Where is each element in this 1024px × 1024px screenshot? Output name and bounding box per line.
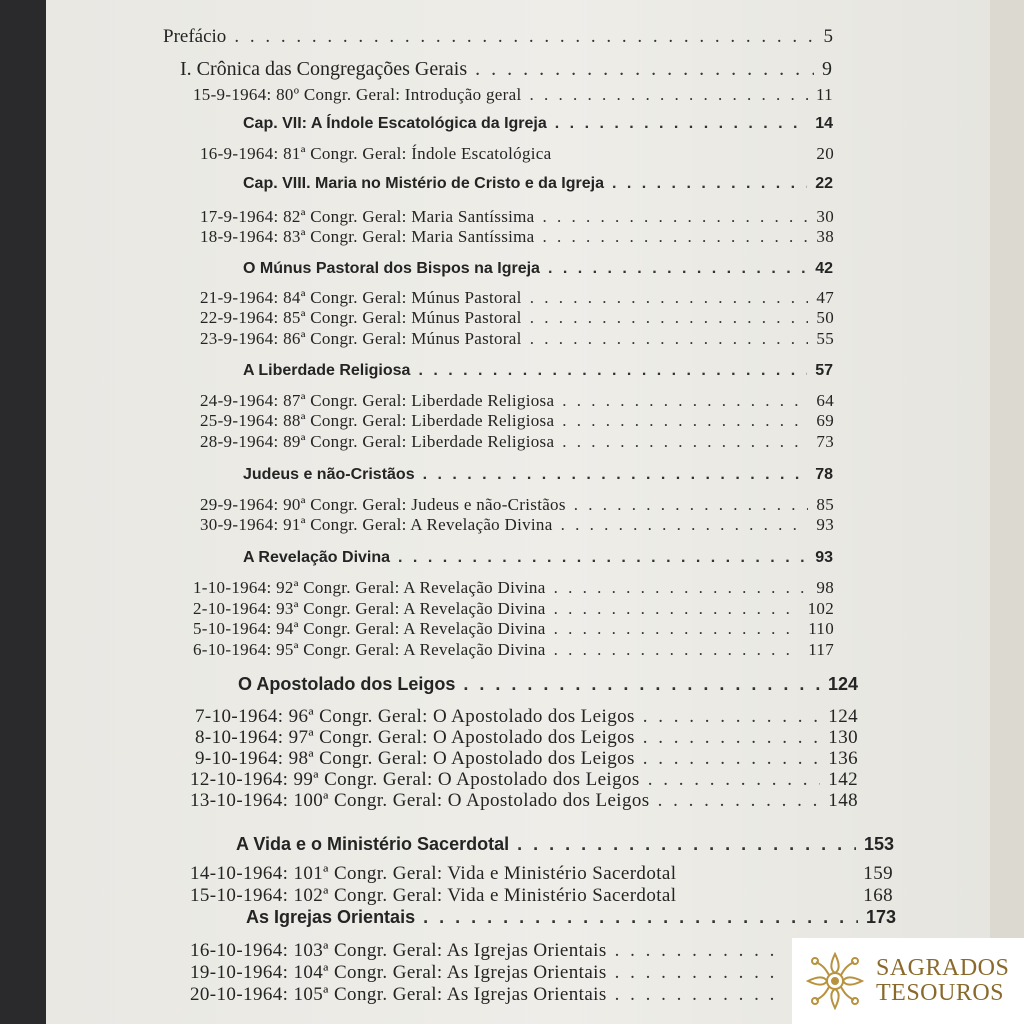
toc-entry-title: Prefácio — [163, 26, 227, 47]
toc-entry-title: 25-9-1964: 88ª Congr. Geral: Liberdade Religiosa — [200, 411, 555, 430]
toc-entry — [190, 863, 893, 885]
dot-leader — [615, 940, 782, 962]
dot-leader — [562, 411, 808, 431]
dot-leader — [418, 362, 807, 380]
toc-entry-title: O Múnus Pastoral dos Bispos na Igreja — [243, 260, 540, 277]
toc-entry-title: 21-9-1964: 84ª Congr. Geral: Múnus Pastoral — [200, 288, 522, 307]
toc-entry-page-number: 130 — [828, 727, 858, 748]
toc-entry-page-number: 117 — [808, 640, 834, 659]
toc-entry-title: 19-10-1964: 104ª Congr. Geral: As Igrejas Orientais — [190, 962, 607, 983]
toc-entry-title: 15-9-1964: 80º Congr. Geral: Introdução geral — [193, 85, 522, 104]
watermark-text — [876, 956, 1009, 1006]
toc-entry-title: 16-9-1964: 81ª Congr. Geral: Índole Escatológica — [200, 144, 552, 163]
toc-entry-title: A Vida e o Ministério Sacerdotal — [236, 834, 510, 854]
toc-entry-page-number: 73 — [816, 432, 834, 451]
toc-entry — [195, 706, 858, 728]
toc-entry — [200, 432, 834, 452]
toc-entry-title: O Apostolado dos Leigos — [238, 674, 456, 694]
toc-entry-page-number: 14 — [815, 115, 833, 132]
toc-entry-title: 17-9-1964: 82ª Congr. Geral: Maria Santíssima — [200, 207, 535, 226]
dot-leader — [543, 227, 809, 247]
toc-entry-page-number: 124 — [827, 674, 858, 694]
toc-entry-page-number: 142 — [828, 769, 858, 790]
toc-entry-page-number: 85 — [816, 495, 834, 514]
watermark-line1: SAGRADOS — [876, 955, 1010, 981]
toc-entry-page-number: 57 — [815, 362, 833, 379]
dot-leader — [555, 115, 807, 133]
toc-entry — [200, 144, 834, 164]
toc-entry-page-number: 20 — [816, 144, 834, 163]
toc-entry-page-number: 55 — [816, 329, 834, 348]
toc-entry-title: 15-10-1964: 102ª Congr. Geral: Vida e Ministério Sacerdotal — [190, 885, 677, 906]
toc-entry-title: 13-10-1964: 100ª Congr. Geral: O Apostolado dos Leigos — [190, 790, 650, 811]
toc-entry — [200, 329, 834, 349]
toc-entry — [243, 115, 833, 133]
dot-leader — [517, 834, 856, 855]
toc-entry-page-number: 47 — [816, 288, 834, 307]
dot-leader — [530, 329, 809, 349]
toc-entry — [193, 640, 834, 660]
dot-leader — [530, 308, 809, 328]
dot-leader — [554, 640, 801, 660]
toc-entry — [193, 619, 834, 639]
toc-entry-title: Cap. VII: A Índole Escatológica da Igreja — [243, 115, 547, 132]
dot-leader — [554, 578, 809, 598]
toc-entry-title: 14-10-1964: 101ª Congr. Geral: Vida e Ministério Sacerdotal — [190, 863, 677, 884]
toc-entry — [200, 308, 834, 328]
toc-entry-page-number: 64 — [816, 391, 834, 410]
toc-entry-page-number: 42 — [815, 260, 833, 277]
dot-leader — [423, 466, 808, 484]
toc-entry-title: Cap. VIII. Maria no Mistério de Cristo e da Igreja — [243, 175, 604, 192]
toc-entry-title: 6-10-1964: 95ª Congr. Geral: A Revelação Divina — [193, 640, 546, 659]
dot-leader — [643, 727, 821, 749]
watermark-line2: TESOUROS — [876, 980, 1005, 1006]
toc-entry-title: 1-10-1964: 92ª Congr. Geral: A Revelação Divina — [193, 578, 546, 597]
toc-entry-page-number: 5 — [823, 26, 833, 47]
toc-entry-page-number: 159 — [863, 863, 893, 884]
toc-entry-page-number: 78 — [815, 466, 833, 483]
toc-entry — [193, 578, 834, 598]
toc-entry — [200, 495, 834, 515]
toc-entry — [190, 790, 858, 812]
dot-leader — [648, 769, 821, 791]
toc-entry — [200, 391, 834, 411]
toc-entry-page-number: 110 — [808, 619, 834, 638]
toc-entry-title: 23-9-1964: 86ª Congr. Geral: Múnus Pastoral — [200, 329, 522, 348]
toc-entry-page-number: 93 — [815, 549, 833, 566]
toc-entry-page-number: 153 — [863, 834, 894, 854]
toc-entry-page-number: 11 — [816, 85, 833, 104]
toc-entry-page-number: 9 — [822, 58, 832, 80]
dot-leader — [643, 748, 821, 770]
toc-entry-title: I. Crônica das Congregações Gerais — [180, 58, 468, 80]
toc-entry — [163, 26, 833, 48]
toc-entry — [180, 58, 832, 81]
toc-entry — [243, 549, 833, 567]
toc-entry — [193, 85, 833, 105]
toc-entry-title: 9-10-1964: 98ª Congr. Geral: O Apostolado dos Leigos — [195, 748, 635, 769]
toc-entry — [236, 834, 894, 855]
dot-leader — [234, 26, 815, 48]
toc-entry-page-number: 50 — [816, 308, 834, 327]
dot-leader — [554, 599, 800, 619]
toc-entry-title: 29-9-1964: 90ª Congr. Geral: Judeus e não-Cristãos — [200, 495, 566, 514]
toc-entry — [243, 175, 833, 193]
toc-entry-page-number: 173 — [865, 907, 896, 927]
dot-leader — [463, 674, 820, 695]
toc-entry — [200, 227, 834, 247]
toc-entry-title: 24-9-1964: 87ª Congr. Geral: Liberdade Religiosa — [200, 391, 555, 410]
toc-entry-title: 2-10-1964: 93ª Congr. Geral: A Revelação Divina — [193, 599, 546, 618]
toc-entry-title: 30-9-1964: 91ª Congr. Geral: A Revelação Divina — [200, 515, 553, 534]
dot-leader — [554, 619, 801, 639]
toc-entry-page-number: 38 — [816, 227, 834, 246]
toc-entry-title: A Revelação Divina — [243, 549, 391, 566]
toc-entry-page-number: 102 — [807, 599, 834, 618]
toc-entry-title: 18-9-1964: 83ª Congr. Geral: Maria Santíssima — [200, 227, 535, 246]
toc-entry-title: 7-10-1964: 96ª Congr. Geral: O Apostolado dos Leigos — [195, 706, 635, 727]
toc-entry — [193, 599, 834, 619]
toc-entry-title: A Liberdade Religiosa — [243, 362, 411, 379]
dot-leader — [475, 58, 814, 81]
ornament-icon — [804, 950, 866, 1012]
toc-entry-page-number: 124 — [828, 706, 858, 727]
dot-leader — [562, 391, 808, 411]
dot-leader — [615, 984, 782, 1006]
toc-entry — [200, 411, 834, 431]
toc-entry — [200, 515, 834, 535]
dot-leader — [530, 288, 809, 308]
toc-entry-page-number: 148 — [828, 790, 858, 811]
toc-entry-title: 22-9-1964: 85ª Congr. Geral: Múnus Pastoral — [200, 308, 522, 327]
toc-entry — [200, 207, 834, 227]
dot-leader — [574, 495, 809, 515]
toc-entry — [238, 674, 858, 695]
dot-leader — [548, 260, 807, 278]
toc-entry — [190, 984, 790, 1006]
dot-leader — [643, 706, 821, 728]
dot-leader — [561, 515, 809, 535]
toc-entry — [243, 362, 833, 380]
dot-leader — [423, 907, 858, 928]
toc-entry-page-number: 93 — [816, 515, 834, 534]
toc-entry-page-number: 136 — [828, 748, 858, 769]
watermark-logo — [792, 938, 1024, 1024]
toc-entry-title: 5-10-1964: 94ª Congr. Geral: A Revelação Divina — [193, 619, 546, 638]
dot-leader — [398, 549, 807, 567]
dot-leader — [612, 175, 807, 193]
toc-entry — [190, 885, 893, 907]
dot-leader — [562, 432, 808, 452]
toc-entry — [246, 907, 896, 928]
toc-entry — [200, 288, 834, 308]
dot-leader — [543, 207, 809, 227]
toc-entry — [190, 940, 790, 962]
toc-entry — [195, 748, 858, 770]
dot-leader — [529, 85, 808, 105]
dot-leader — [615, 962, 782, 984]
toc-entry-title: 28-9-1964: 89ª Congr. Geral: Liberdade Religiosa — [200, 432, 555, 451]
toc-entry-title: 12-10-1964: 99ª Congr. Geral: O Apostolado dos Leigos — [190, 769, 640, 790]
toc-entry-title: 20-10-1964: 105ª Congr. Geral: As Igrejas Orientais — [190, 984, 607, 1005]
dot-leader — [658, 790, 821, 812]
toc-entry-page-number: 98 — [816, 578, 834, 597]
toc-entry-page-number: 22 — [815, 175, 833, 192]
toc-entry — [243, 260, 833, 278]
toc-entry-title: 16-10-1964: 103ª Congr. Geral: As Igrejas Orientais — [190, 940, 607, 961]
toc-entry — [190, 769, 858, 791]
toc-entry-title: 8-10-1964: 97ª Congr. Geral: O Apostolado dos Leigos — [195, 727, 635, 748]
toc-entry-title: As Igrejas Orientais — [246, 907, 416, 927]
toc-entry-page-number: 69 — [816, 411, 834, 430]
toc-entry-title: Judeus e não-Cristãos — [243, 466, 415, 483]
toc-entry — [243, 466, 833, 484]
toc-entry — [190, 962, 790, 984]
toc-entry-page-number: 30 — [816, 207, 834, 226]
toc-entry — [195, 727, 858, 749]
toc-entry-page-number: 168 — [863, 885, 893, 906]
